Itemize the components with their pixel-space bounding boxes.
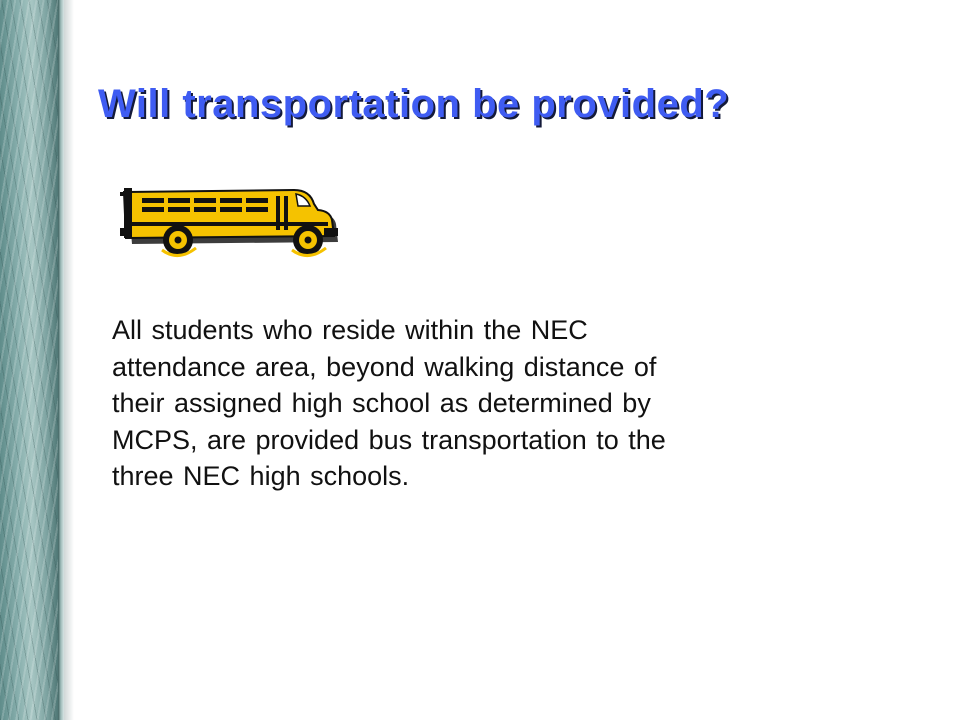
body-line: All students who reside within the NEC <box>112 315 588 345</box>
body-line: three NEC high schools. <box>112 461 410 491</box>
body-line: attendance area, beyond walking distance of <box>112 351 657 382</box>
slide-title: Will transportation be provided? <box>98 82 730 126</box>
body-paragraph <box>112 312 872 495</box>
decorative-sidebar-strip <box>0 0 58 720</box>
sidebar-shadow <box>64 0 74 720</box>
body-line: MCPS, are provided bus transportation to the <box>112 424 666 455</box>
school-bus-icon <box>118 184 344 262</box>
body-line: their assigned high school as determined by <box>112 388 651 418</box>
